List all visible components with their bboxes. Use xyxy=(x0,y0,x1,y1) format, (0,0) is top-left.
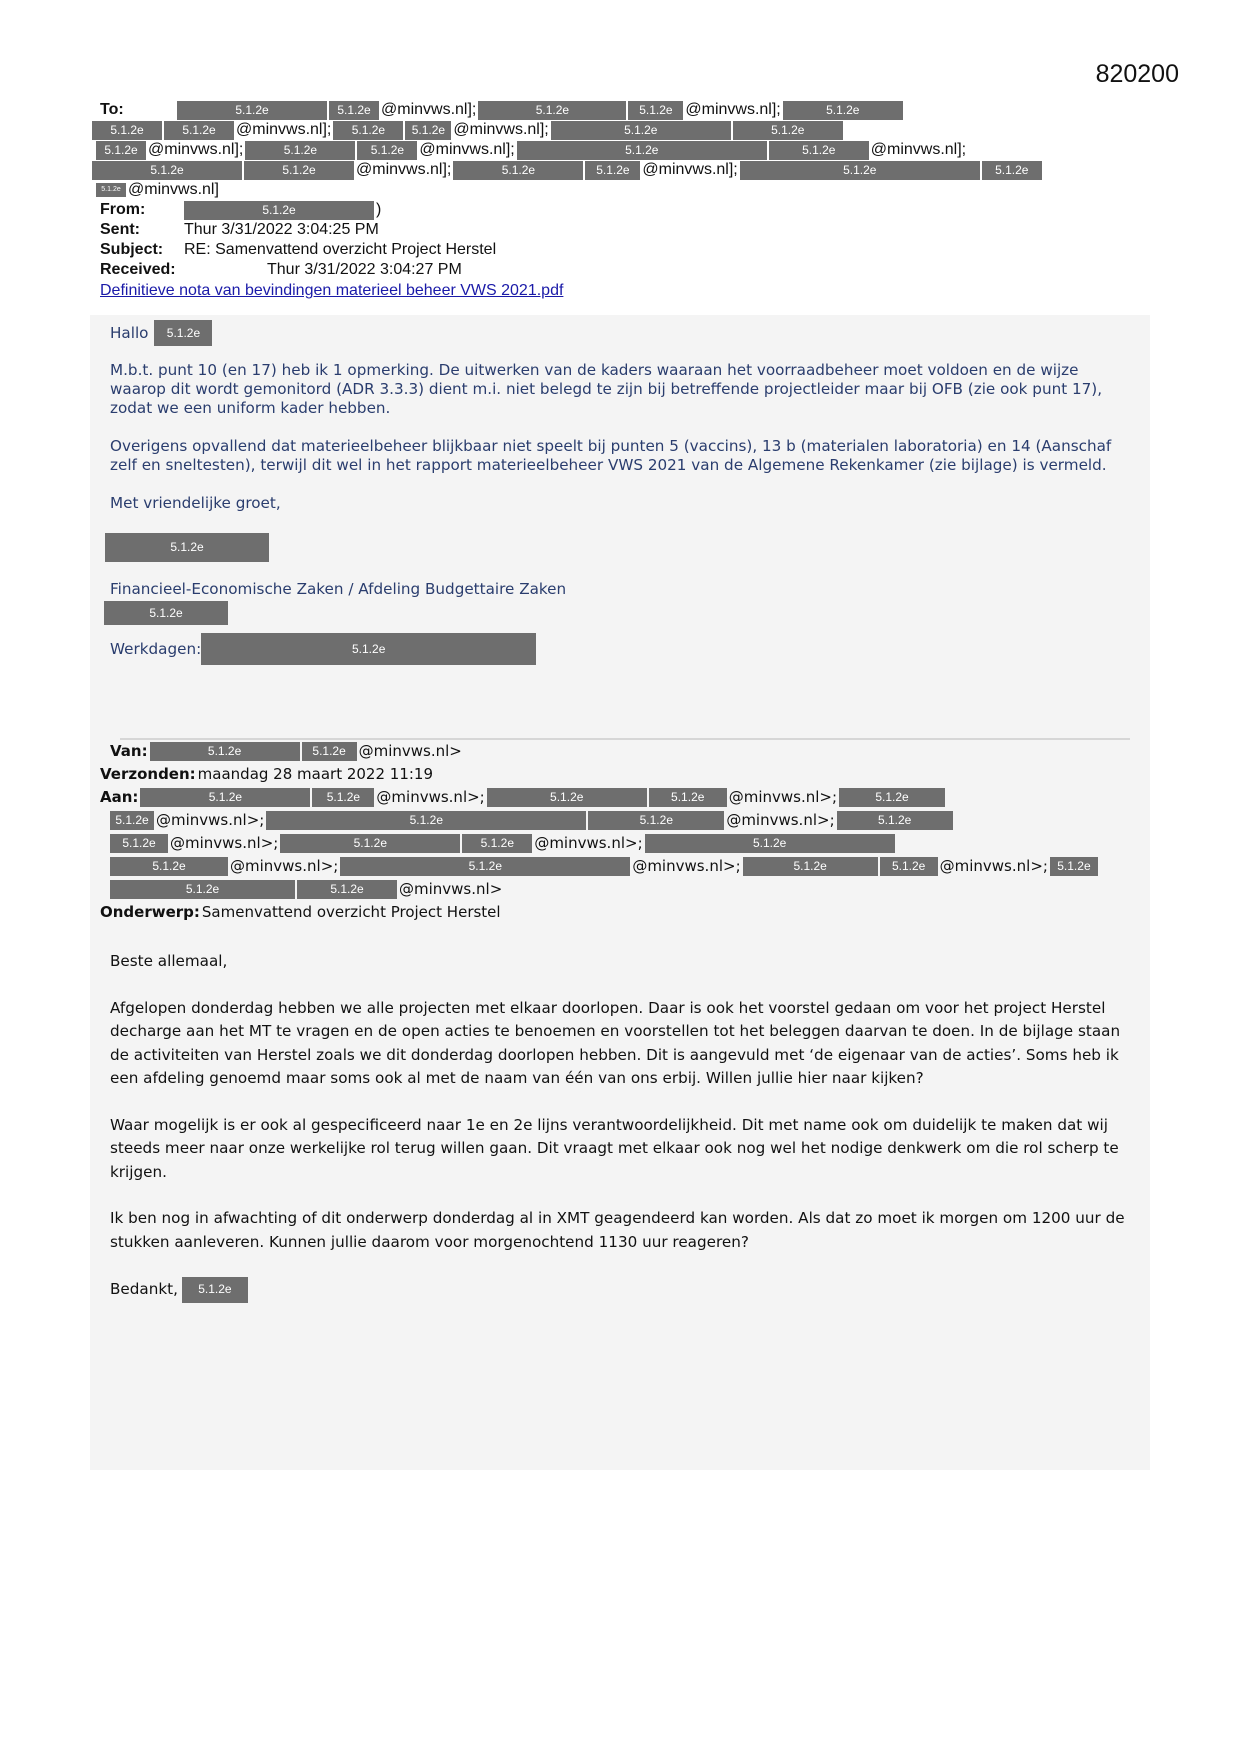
redaction: 5.1.2e xyxy=(1050,857,1098,876)
redaction: 5.1.2e xyxy=(96,141,146,160)
received-label: Received: xyxy=(100,261,176,278)
redaction: 5.1.2e xyxy=(588,811,724,830)
email-domain: @minvws.nl]; xyxy=(870,141,967,158)
redaction: 5.1.2e xyxy=(551,121,731,140)
aan-line-5 xyxy=(110,878,1140,901)
redaction: 5.1.2e xyxy=(783,101,903,120)
to-line-3 xyxy=(96,140,1100,160)
subject-value: RE: Samenvattend overzicht Project Herstel xyxy=(184,241,497,258)
redaction: 5.1.2e xyxy=(487,788,647,807)
onderwerp-label: Onderwerp: xyxy=(100,903,200,921)
reply-greeting-line xyxy=(110,320,1130,346)
reply-paragraph-1: M.b.t. punt 10 (en 17) heb ik 1 opmerking. De uitwerken van de kaders waaraan het voorraadbeheer moet voldoen en de wijze waarop dit wordt gemonitord (ADR 3.3.3) dient m.i. niet belegd te zijn bij betreffende projectleider maar bij OFB (zie ook punt 17), zodat we een uniform kader hebben. xyxy=(110,361,1103,417)
redaction: 5.1.2e xyxy=(517,141,767,160)
redaction: 5.1.2e xyxy=(628,101,683,120)
reply-greeting: Hallo xyxy=(110,323,149,342)
to-line-4 xyxy=(92,160,1100,180)
to-line-1 xyxy=(100,100,1100,120)
to-line-5 xyxy=(96,180,1100,200)
received-value: Thur 3/31/2022 3:04:27 PM xyxy=(267,261,462,278)
email-domain: @minvws.nl]; xyxy=(356,161,452,178)
redaction: 5.1.2e xyxy=(105,533,269,562)
redaction: 5.1.2e xyxy=(92,121,162,140)
reply-body xyxy=(110,320,1130,665)
redaction: 5.1.2e xyxy=(329,101,379,120)
attachment-link[interactable]: Definitieve nota van bevindingen materieel beheer VWS 2021.pdf xyxy=(100,282,564,299)
redaction: 5.1.2e xyxy=(740,161,980,180)
signature-name-line xyxy=(105,533,1130,562)
address-domain: @minvws.nl>; xyxy=(534,834,643,852)
redaction: 5.1.2e xyxy=(245,141,355,160)
van-label: Van: xyxy=(110,742,148,760)
redaction: 5.1.2e xyxy=(839,788,945,807)
aan-line-1 xyxy=(100,786,1140,809)
onderwerp-line xyxy=(100,901,1140,924)
aan-line-4 xyxy=(110,855,1140,878)
workdays-label: Werkdagen: xyxy=(110,639,202,658)
redaction: 5.1.2e xyxy=(837,811,953,830)
forwarded-header xyxy=(100,740,1140,924)
forward-thanks: Bedankt, xyxy=(110,1280,178,1299)
address-domain: @minvws.nl>; xyxy=(376,788,485,806)
redaction: 5.1.2e xyxy=(649,788,727,807)
address-domain: @minvws.nl> xyxy=(399,880,503,898)
email-header xyxy=(100,100,1100,301)
redaction: 5.1.2e xyxy=(733,121,843,140)
redaction: 5.1.2e xyxy=(140,788,310,807)
van-line xyxy=(110,740,1140,763)
document-number: 820200 xyxy=(1095,60,1179,88)
subject-label: Subject: xyxy=(100,241,164,258)
redaction: 5.1.2e xyxy=(453,161,583,180)
aan-line-2 xyxy=(110,809,1140,832)
redaction: 5.1.2e xyxy=(478,101,626,120)
forward-paragraph-1: Afgelopen donderdag hebben we alle projecten met elkaar doorlopen. Daar is ook het voorstel gedaan om voor het project Herstel decharge aan het MT te vragen en de open acties te benoemen en voorstellen tot het beleggen daarvan te doen. In de bijlage staan de activiteiten van Herstel zoals we dit donderdag doorlopen hebben. Dit is aangevuld met ‘de eigenaar van de acties’. Soms heb ik een afdeling genoemd maar soms ook al met de naam van één van ons erbij. Willen jullie hier naar kijken? xyxy=(110,998,1121,1087)
redaction: 5.1.2e xyxy=(96,183,126,197)
email-domain: @minvws.nl]; xyxy=(453,121,549,138)
redaction: 5.1.2e xyxy=(297,880,397,899)
verzonden-line xyxy=(100,763,1140,786)
address-domain: @minvws.nl>; xyxy=(632,857,741,875)
redaction: 5.1.2e xyxy=(110,880,295,899)
forward-greeting: Beste allemaal, xyxy=(110,952,228,970)
email-domain: @minvws.nl]; xyxy=(148,141,244,158)
address-domain: @minvws.nl>; xyxy=(939,857,1048,875)
redaction: 5.1.2e xyxy=(150,742,300,761)
received-line xyxy=(100,260,1100,280)
redaction: 5.1.2e xyxy=(769,141,869,160)
address-domain: @minvws.nl>; xyxy=(156,811,265,829)
redaction: 5.1.2e xyxy=(333,121,403,140)
redaction: 5.1.2e xyxy=(177,101,327,120)
redaction: 5.1.2e xyxy=(340,857,630,876)
redaction: 5.1.2e xyxy=(104,601,228,625)
redaction: 5.1.2e xyxy=(110,834,168,853)
email-domain: @minvws.nl]; xyxy=(236,121,332,138)
redaction: 5.1.2e xyxy=(266,811,586,830)
redaction: 5.1.2e xyxy=(164,121,234,140)
redaction: 5.1.2e xyxy=(357,141,417,160)
sent-label: Sent: xyxy=(100,221,140,238)
onderwerp-value: Samenvattend overzicht Project Herstel xyxy=(201,903,501,921)
workdays-line xyxy=(110,633,1130,665)
verzonden-label: Verzonden: xyxy=(100,765,196,783)
redaction: 5.1.2e xyxy=(982,161,1042,180)
email-domain: @minvws.nl]; xyxy=(419,141,515,158)
to-label: To: xyxy=(100,101,124,118)
signature-department: Financieel-Economische Zaken / Afdeling Budgettaire Zaken xyxy=(110,580,567,598)
email-domain: @minvws.nl]; xyxy=(381,101,477,118)
redaction: 5.1.2e xyxy=(302,742,357,761)
verzonden-value: maandag 28 maart 2022 11:19 xyxy=(197,765,434,783)
address-domain: @minvws.nl>; xyxy=(726,811,835,829)
redaction: 5.1.2e xyxy=(743,857,878,876)
redaction: 5.1.2e xyxy=(312,788,374,807)
forwarded-body xyxy=(110,950,1140,1326)
from-label: From: xyxy=(100,201,146,218)
redaction: 5.1.2e xyxy=(462,834,532,853)
from-close: ) xyxy=(376,201,382,218)
to-line-2 xyxy=(92,120,1100,140)
redaction: 5.1.2e xyxy=(405,121,451,140)
email-domain: @minvws.nl]; xyxy=(642,161,738,178)
forward-paragraph-3: Ik ben nog in afwachting of dit onderwerp donderdag al in XMT geagendeerd kan worden. Als dat zo moet ik morgen om 1200 uur de stukken aanleveren. Kunnen jullie daarom voor morgenochtend 1130 uur reageren? xyxy=(110,1209,1125,1251)
subject-line xyxy=(100,240,1100,260)
van-domain: @minvws.nl> xyxy=(358,742,462,760)
from-line xyxy=(100,200,1100,220)
address-domain: @minvws.nl>; xyxy=(728,788,838,806)
redaction: 5.1.2e xyxy=(880,857,938,876)
redaction: 5.1.2e xyxy=(154,320,212,346)
redaction: 5.1.2e xyxy=(110,811,154,830)
redaction: 5.1.2e xyxy=(182,1277,248,1303)
aan-label: Aan: xyxy=(100,788,139,806)
redaction: 5.1.2e xyxy=(201,633,536,665)
signature-extra-line xyxy=(104,601,1130,625)
redaction: 5.1.2e xyxy=(110,857,228,876)
address-domain: @minvws.nl>; xyxy=(170,834,279,852)
redaction: 5.1.2e xyxy=(92,161,242,180)
redaction: 5.1.2e xyxy=(585,161,640,180)
sent-line xyxy=(100,220,1100,240)
redaction: 5.1.2e xyxy=(244,161,354,180)
reply-paragraph-2: Overigens opvallend dat materieelbeheer blijkbaar niet speelt bij punten 5 (vaccins), 13 b (materialen laboratoria) en 14 (Aanschaf zelf en sneltesten), terwijl dit wel in het rapport materieelbeheer VWS 2021 van de Algemene Rekenkamer (zie bijlage) is vermeld. xyxy=(110,437,1112,474)
reply-closing: Met vriendelijke groet, xyxy=(110,494,281,512)
email-domain: @minvws.nl] xyxy=(128,181,219,198)
email-domain: @minvws.nl]; xyxy=(685,101,781,118)
forward-paragraph-2: Waar mogelijk is er ook al gespecificeerd naar 1e en 2e lijns verantwoordelijkheid. Dit met name ook om duidelijk te maken dat wij steeds meer naar onze werkelijke rol terug willen gaan. Dit vraagt met elkaar ook nog wel het nodige denkwerk om die rol scherp te krijgen. xyxy=(110,1115,1119,1181)
redaction: 5.1.2e xyxy=(280,834,460,853)
redaction: 5.1.2e xyxy=(184,201,374,220)
redaction: 5.1.2e xyxy=(645,834,895,853)
forward-thanks-line xyxy=(110,1277,1140,1303)
sent-value: Thur 3/31/2022 3:04:25 PM xyxy=(184,221,379,238)
address-domain: @minvws.nl>; xyxy=(230,857,339,875)
aan-line-3 xyxy=(110,832,1140,855)
